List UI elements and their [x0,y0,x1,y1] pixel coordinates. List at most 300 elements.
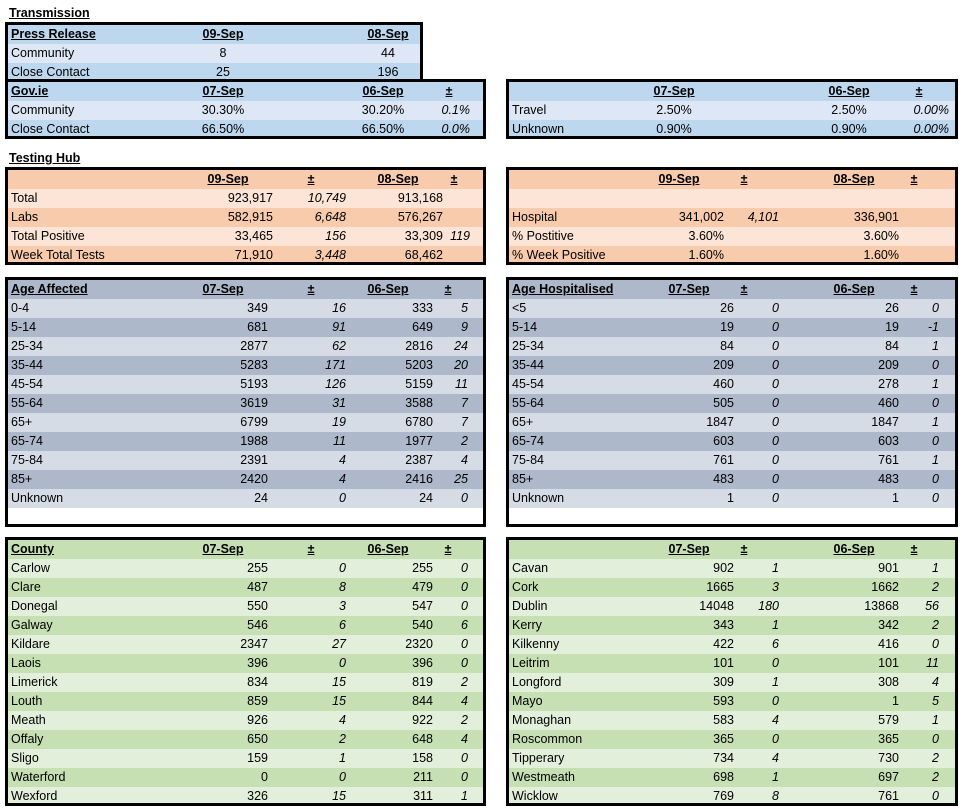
cell-value: 5159 [405,377,433,391]
cell-value: 326 [247,789,268,803]
cell-value: 0.90% [656,122,692,136]
cell-value: 819 [412,675,433,689]
cell-value: 2420 [240,472,268,486]
table-header-row [8,540,483,559]
table-title: Age Hospitalised [512,282,614,296]
table-row [509,597,955,616]
row-label: 55-64 [512,396,544,410]
press-release-table [5,22,423,82]
cell-value: 901 [878,561,899,575]
cell-value: 20 [454,358,468,372]
table-row [509,768,955,787]
cell-value: 1665 [706,580,734,594]
row-label: Sligo [11,751,39,765]
cell-value: 255 [247,561,268,575]
cell-value: 0 [772,358,779,372]
cell-value: 8 [219,46,227,60]
cell-value: 1 [772,561,779,575]
row-label: 65-74 [11,434,43,448]
cell-value: 0 [772,656,779,670]
cell-value: 761 [878,789,899,803]
cell-value: 308 [878,675,899,689]
table-header-row [8,280,483,299]
cell-value: 834 [247,675,268,689]
row-label: % Postitive [512,229,574,243]
cell-value: 44 [381,46,395,60]
table-title: Press Release [11,27,96,41]
table-row [8,787,483,806]
cell-value: 0 [932,301,939,315]
cell-value: 26 [720,301,734,315]
cell-value: 278 [878,377,899,391]
table-row [8,44,420,63]
cell-value: 19 [885,320,899,334]
row-label: Wexford [11,789,58,803]
row-label: 35-44 [11,358,43,372]
cell-value: 648 [412,732,433,746]
cell-value: 209 [878,358,899,372]
cell-value: 27 [332,637,346,651]
cell-value: 66.50% [361,122,405,136]
table-row [8,635,483,654]
cell-value: 859 [247,694,268,708]
cell-value: 119 [450,229,470,243]
cell-value: 0 [461,561,468,575]
cell-value: 761 [713,453,734,467]
column-header: 08-Sep [367,27,409,41]
cell-value: 2 [339,732,346,746]
cell-value: 487 [247,580,268,594]
table-row [509,394,955,413]
column-header: 09-Sep [658,172,700,186]
cell-value: 1 [932,453,939,467]
table-row [8,654,483,673]
cell-value: 0 [339,491,346,505]
cell-value: 923,917 [227,191,273,205]
cell-value: 209 [713,358,734,372]
column-header: ± [910,172,918,186]
cell-value: 0 [772,491,779,505]
cell-value: 2416 [405,472,433,486]
cell-value: 0 [932,789,939,803]
cell-value: 13868 [864,599,899,613]
cell-value: 6 [772,637,779,651]
cell-value: 0 [339,561,346,575]
cell-value: 196 [377,65,399,79]
cell-value: 2387 [405,453,433,467]
cell-value: 1 [932,713,939,727]
cell-value: 0 [461,599,468,613]
testing-hub-left-table [5,167,486,265]
table-title: Gov.ie [11,84,49,98]
cell-value: 0 [772,320,779,334]
table-row [8,673,483,692]
column-header: 07-Sep [653,84,695,98]
cell-value: 583 [713,713,734,727]
cell-value: 2347 [240,637,268,651]
table-header-row [509,280,955,299]
cell-value: 71,910 [234,248,273,262]
row-label: Waterford [11,770,66,784]
table-row [8,189,483,208]
cell-value: 0 [772,732,779,746]
column-header: 09-Sep [202,27,244,41]
cell-value: 10,749 [307,191,346,205]
table-row [8,246,483,265]
cell-value: 3.60% [688,229,724,243]
cell-value: 33,465 [234,229,273,243]
cell-value: 15 [332,694,346,708]
cell-value: 2.50% [831,103,867,117]
cell-value: 460 [713,377,734,391]
cell-value: 3588 [405,396,433,410]
cell-value: 25 [454,472,468,486]
cell-value: 24 [254,491,268,505]
column-header: ± [444,282,452,296]
table-row [509,470,955,489]
row-label: Cork [512,580,539,594]
cell-value: 396 [412,656,433,670]
age-affected-table [5,277,486,527]
cell-value: 4 [461,732,468,746]
cell-value: 0.00% [913,122,949,136]
cell-value: 11 [455,377,468,391]
cell-value: 84 [720,339,734,353]
cell-value: 0 [461,580,468,594]
cell-value: 365 [713,732,734,746]
cell-value: 1 [892,491,899,505]
cell-value: 1 [932,561,939,575]
table-header-row [8,170,483,189]
row-label: 75-84 [512,453,544,467]
testing-hub-title: Testing Hub [9,151,81,165]
table-row [8,768,483,787]
cell-value: 2 [461,713,468,727]
row-label: Unknown [512,122,565,136]
row-label: 65-74 [512,434,544,448]
cell-value: 5 [461,301,468,315]
cell-value: 582,915 [227,210,273,224]
column-header: ± [740,282,748,296]
row-label: 25-34 [11,339,43,353]
cell-value: 0 [772,377,779,391]
cell-value: 926 [247,713,268,727]
row-label: Hospital [512,210,558,224]
cell-value: 0 [461,656,468,670]
table-row [8,489,483,508]
column-header: ± [740,542,748,556]
column-header: ± [915,84,923,98]
row-label: Mayo [512,694,543,708]
table-row [509,227,955,246]
row-label: 0-4 [11,301,30,315]
table-row [509,246,955,265]
table-row [8,227,483,246]
cell-value: 4,101 [747,210,779,224]
cell-value: 91 [332,320,346,334]
cell-value: 0 [461,637,468,651]
cell-value: 68,462 [404,248,443,262]
cell-value: 576,267 [397,210,443,224]
row-label: Cavan [512,561,549,575]
column-header: ± [444,542,452,556]
cell-value: 505 [713,396,734,410]
cell-value: 2 [932,751,939,765]
row-label: Community [11,103,75,117]
table-row [8,730,483,749]
cell-value: 341,002 [678,210,724,224]
table-row [509,337,955,356]
cell-value: 19 [720,320,734,334]
row-label: Donegal [11,599,58,613]
table-row [509,559,955,578]
cell-value: 156 [325,229,346,243]
cell-value: 1977 [405,434,433,448]
cell-value: 30.30% [201,103,245,117]
table-row [8,711,483,730]
cell-value: 8 [339,580,346,594]
table-header-row [509,82,955,101]
row-label: Close Contact [11,122,90,136]
column-header: ± [307,282,315,296]
cell-value: 2816 [405,339,433,353]
cell-value: 3.60% [863,229,899,243]
row-label: Total [11,191,38,205]
row-label: Kildare [11,637,50,651]
table-row [509,787,955,806]
cell-value: 2320 [405,637,433,651]
cell-value: 25 [216,65,230,79]
cell-value: 4 [339,713,346,727]
table-header-row [509,540,955,559]
row-label: 75-84 [11,453,43,467]
table-row [8,120,483,139]
cell-value: 1662 [871,580,899,594]
cell-value: 4 [339,453,346,467]
cell-value: 1 [727,491,734,505]
cell-value: 3,448 [314,248,346,262]
cell-value: 0 [261,770,268,784]
column-header: 07-Sep [202,542,244,556]
table-row [8,616,483,635]
row-label: Kilkenny [512,637,560,651]
cell-value: 7 [461,396,468,410]
table-row [509,101,955,120]
cell-value: 734 [713,751,734,765]
cell-value: 0 [772,339,779,353]
cell-value: 1 [892,694,899,708]
table-row [509,451,955,470]
cell-value: 4 [461,453,468,467]
row-label: Monaghan [512,713,572,727]
cell-value: 101 [713,656,734,670]
cell-value: 126 [325,377,346,391]
cell-value: 1988 [240,434,268,448]
table-row [8,356,483,375]
cell-value: 0 [772,453,779,467]
cell-value: 30.20% [361,103,405,117]
cell-value: 33,309 [404,229,443,243]
cell-value: 697 [878,770,899,784]
cell-value: 1 [772,675,779,689]
cell-value: 460 [878,396,899,410]
cell-value: 2 [932,770,939,784]
row-label: Labs [11,210,39,224]
cell-value: 2 [461,434,468,448]
table-row [509,208,955,227]
cell-value: 913,168 [397,191,443,205]
cell-value: 5 [932,694,939,708]
column-header: 06-Sep [367,282,409,296]
cell-value: 14048 [699,599,734,613]
cell-value: 0.1% [441,103,470,117]
cell-value: 650 [247,732,268,746]
cell-value: 0 [772,434,779,448]
row-label: Week Total Tests [11,248,105,262]
cell-value: 1 [772,770,779,784]
row-label: Tipperary [512,751,565,765]
cell-value: 540 [412,618,433,632]
cell-value: 333 [412,301,433,315]
column-header: 07-Sep [202,282,244,296]
county-left-table [5,537,486,806]
cell-value: 1.60% [863,248,899,262]
cell-value: 62 [332,339,346,353]
cell-value: 11 [333,434,346,448]
cell-value: 0 [339,656,346,670]
cell-value: 0 [932,434,939,448]
table-header-row [8,82,483,101]
cell-value: 547 [412,599,433,613]
cell-value: 31 [332,396,346,410]
row-label: Roscommon [512,732,583,746]
cell-value: 1 [932,377,939,391]
cell-value: 365 [878,732,899,746]
cell-value: 180 [758,599,779,613]
cell-value: 416 [878,637,899,651]
cell-value: 84 [885,339,899,353]
cell-value: 4 [461,694,468,708]
table-row [8,375,483,394]
table-header-row [8,25,420,44]
cell-value: 56 [925,599,939,613]
row-label: Close Contact [11,65,90,79]
table-row [8,413,483,432]
cell-value: 309 [713,675,734,689]
cell-value: 2391 [240,453,268,467]
table-row [8,394,483,413]
cell-value: 6780 [405,415,433,429]
transmission-title: Transmission [9,6,90,20]
cell-value: 0 [772,301,779,315]
cell-value: -1 [927,320,939,334]
table-row [8,559,483,578]
row-label: 5-14 [11,320,37,334]
row-label: Leitrim [512,656,550,670]
cell-value: 3 [772,580,779,594]
cell-value: 1847 [871,415,899,429]
table-title: County [11,542,55,556]
column-header: 07-Sep [668,282,710,296]
column-header: ± [307,542,315,556]
table-row [509,730,955,749]
cell-value: 336,901 [853,210,899,224]
cell-value: 698 [713,770,734,784]
row-label: Westmeath [512,770,575,784]
cell-value: 2 [461,675,468,689]
column-header: ± [450,172,458,186]
row-label: Unknown [11,491,64,505]
table-title: Age Affected [11,282,88,296]
table-row [509,749,955,768]
cell-value: 1 [932,339,939,353]
row-label: 45-54 [512,377,544,391]
cell-value: 579 [878,713,899,727]
cell-value: 1 [772,618,779,632]
row-label: Unknown [512,491,565,505]
table-row [8,208,483,227]
table-row [8,470,483,489]
cell-value: 593 [713,694,734,708]
cell-value: 479 [412,580,433,594]
cell-value: 483 [878,472,899,486]
table-row [8,101,483,120]
table-row [509,616,955,635]
cell-value: 1847 [706,415,734,429]
cell-value: 0 [461,770,468,784]
row-label: <5 [512,301,527,315]
row-label: 45-54 [11,377,43,391]
cell-value: 681 [247,320,268,334]
age-hospitalised-table [506,277,958,527]
table-row [509,299,955,318]
table-row [8,318,483,337]
cell-value: 15 [332,789,346,803]
cell-value: 6799 [240,415,268,429]
cell-value: 5283 [240,358,268,372]
row-label: Carlow [11,561,50,575]
row-label: Meath [11,713,46,727]
row-label: Galway [11,618,53,632]
column-header: 08-Sep [377,172,419,186]
cell-value: 7 [461,415,468,429]
row-label: Community [11,46,75,60]
cell-value: 4 [339,472,346,486]
row-label: Longford [512,675,562,689]
cell-value: 0 [932,491,939,505]
row-label: 35-44 [512,358,544,372]
cell-value: 396 [247,656,268,670]
row-label: Louth [11,694,43,708]
table-row [509,578,955,597]
cell-value: 603 [713,434,734,448]
cell-value: 24 [419,491,433,505]
row-label: Limerick [11,675,58,689]
table-row [509,635,955,654]
row-label: 85+ [11,472,33,486]
cell-value: 9 [461,320,468,334]
cell-value: 311 [413,789,433,803]
cell-value: 2 [932,580,939,594]
cell-value: 0.90% [831,122,867,136]
column-header: 08-Sep [833,172,875,186]
cell-value: 0 [932,358,939,372]
row-label: 85+ [512,472,534,486]
row-label: 55-64 [11,396,43,410]
cell-value: 0 [932,732,939,746]
cell-value: 0 [461,491,468,505]
row-label: Clare [11,580,41,594]
